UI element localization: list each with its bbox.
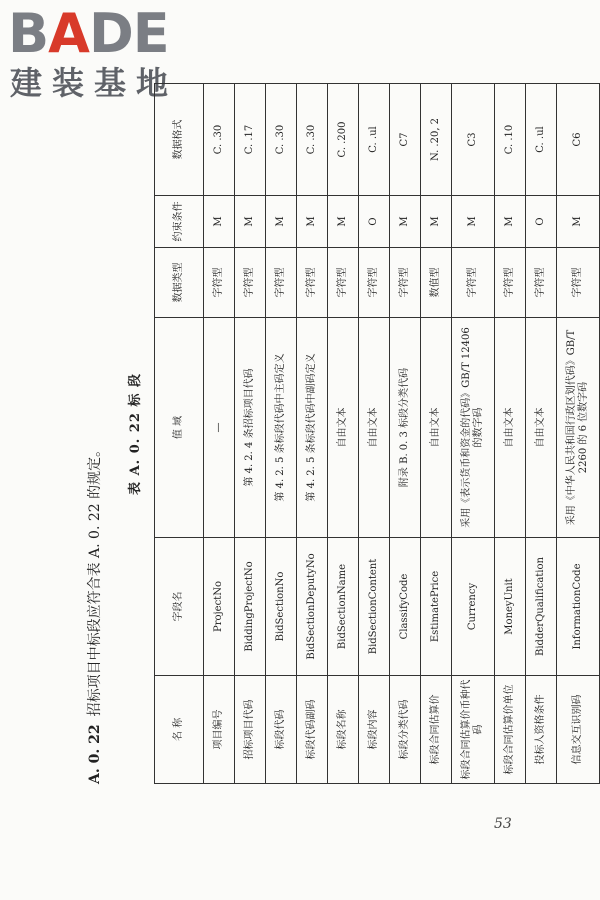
cell-name: 标段代码 (266, 676, 297, 784)
cell-type: 字符型 (557, 248, 600, 318)
col-header-type: 数据类型 (155, 248, 204, 318)
table-row (266, 84, 297, 784)
cell-field: BidSectionContent (359, 538, 390, 676)
cell-name: 信息交互识别码 (557, 676, 600, 784)
cell-constraint: M (328, 196, 359, 248)
cell-name: 项目编号 (204, 676, 235, 784)
cell-field: BidderQualification (526, 538, 557, 676)
cell-name: 标段合同估算价单位 (495, 676, 526, 784)
cell-constraint: O (359, 196, 390, 248)
table-row (452, 84, 495, 784)
cell-type: 字符型 (266, 248, 297, 318)
cell-constraint: M (421, 196, 452, 248)
rotated-page-content (84, 84, 589, 784)
col-header-format: 数据格式 (155, 84, 204, 196)
table-row (495, 84, 526, 784)
cell-constraint: M (495, 196, 526, 248)
cell-constraint: M (390, 196, 421, 248)
cell-name: 标段合同估算价币种代码 (452, 676, 495, 784)
table-row (204, 84, 235, 784)
cell-constraint: M (557, 196, 600, 248)
col-header-field: 字段名 (155, 538, 204, 676)
cell-field: BiddingProjectNo (235, 538, 266, 676)
cell-format: C. .10 (495, 84, 526, 196)
table-row (328, 84, 359, 784)
cell-name: 标段内容 (359, 676, 390, 784)
cell-format: C. .ul (526, 84, 557, 196)
clause-text: 招标项目中标段应符合表 A. 0. 22 的规定。 (87, 442, 103, 717)
cell-name: 招标项目代码 (235, 676, 266, 784)
cell-type: 字符型 (526, 248, 557, 318)
cell-format: C. .200 (328, 84, 359, 196)
col-header-constraint: 约束条件 (155, 196, 204, 248)
table-row (557, 84, 600, 784)
cell-type: 字符型 (390, 248, 421, 318)
cell-field: BidSectionNo (266, 538, 297, 676)
cell-name: 标段名称 (328, 676, 359, 784)
cell-type: 字符型 (452, 248, 495, 318)
cell-field: Currency (452, 538, 495, 676)
cell-format: C. .30 (266, 84, 297, 196)
cell-domain: 第 4. 2. 5 条标段代码中副码定义 (297, 318, 328, 538)
cell-field: ClassifyCode (390, 538, 421, 676)
table-row (526, 84, 557, 784)
cell-constraint: O (526, 196, 557, 248)
cell-format: C3 (452, 84, 495, 196)
table-row (390, 84, 421, 784)
table-row (421, 84, 452, 784)
cell-format: C. .30 (204, 84, 235, 196)
cell-domain: 采用《中华人民共和国行政区划代码》GB/T 2260 的 6 位数字码 (557, 318, 600, 538)
cell-domain: — (204, 318, 235, 538)
table-row (235, 84, 266, 784)
cell-constraint: M (204, 196, 235, 248)
col-header-domain: 值 域 (155, 318, 204, 538)
cell-domain: 自由文本 (328, 318, 359, 538)
col-header-name: 名 称 (155, 676, 204, 784)
clause-number: A. 0. 22 (87, 724, 103, 784)
cell-format: C. .ul (359, 84, 390, 196)
table-row (359, 84, 390, 784)
cell-field: EstimatePrice (421, 538, 452, 676)
cell-field: BidSectionDeputyNo (297, 538, 328, 676)
cell-type: 字符型 (495, 248, 526, 318)
cell-domain: 自由文本 (421, 318, 452, 538)
cell-field: ProjectNo (204, 538, 235, 676)
cell-name: 标段分类代码 (390, 676, 421, 784)
table-row (297, 84, 328, 784)
cell-type: 字符型 (204, 248, 235, 318)
cell-domain: 附录 B. 0. 3 标段分类代码 (390, 318, 421, 538)
cell-domain: 自由文本 (495, 318, 526, 538)
clause-line (84, 443, 104, 784)
cell-constraint: M (266, 196, 297, 248)
cell-type: 数值型 (421, 248, 452, 318)
cell-constraint: M (452, 196, 495, 248)
cell-domain: 自由文本 (526, 318, 557, 538)
cell-constraint: M (235, 196, 266, 248)
cell-field: BidSectionName (328, 538, 359, 676)
cell-field: InformationCode (557, 538, 600, 676)
bid-section-table (154, 83, 600, 784)
logo-subtitle: 建装基地 (10, 64, 179, 102)
cell-name: 标段合同估算价 (421, 676, 452, 784)
cell-format: C6 (557, 84, 600, 196)
cell-domain: 第 4. 2. 4 条招标项目代码 (235, 318, 266, 538)
cell-domain: 自由文本 (359, 318, 390, 538)
cell-format: C. .17 (235, 84, 266, 196)
table-header-row (155, 84, 204, 784)
cell-domain: 第 4. 2. 5 条标段代码中主码定义 (266, 318, 297, 538)
cell-constraint: M (297, 196, 328, 248)
cell-type: 字符型 (359, 248, 390, 318)
cell-type: 字符型 (328, 248, 359, 318)
page-number: 53 (494, 816, 512, 832)
cell-name: 标段代码副码 (297, 676, 328, 784)
cell-format: C. .30 (297, 84, 328, 196)
cell-format: C7 (390, 84, 421, 196)
cell-type: 字符型 (297, 248, 328, 318)
cell-domain: 采用《表示货币和资金的代码》GB/T 12406 的数字码 (452, 318, 495, 538)
table-caption: 表 A. 0. 22 标 段 (128, 373, 143, 495)
cell-type: 字符型 (235, 248, 266, 318)
logo-wordmark: BADE (8, 2, 169, 65)
cell-name: 投标人资格条件 (526, 676, 557, 784)
cell-field: MoneyUnit (495, 538, 526, 676)
cell-format: N. .20, 2 (421, 84, 452, 196)
